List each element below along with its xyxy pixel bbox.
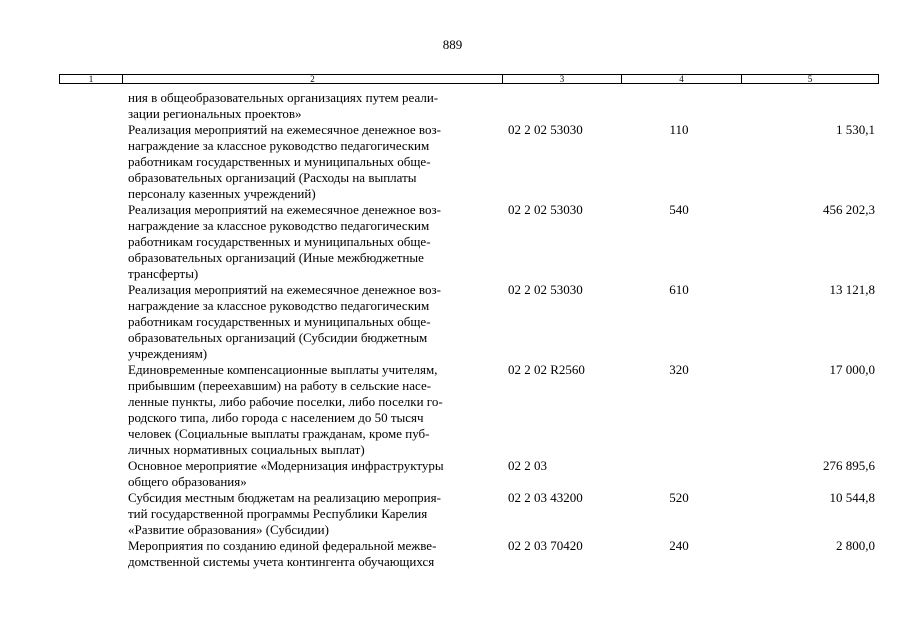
- row-code: 02 2 02 53030: [508, 202, 583, 217]
- description-line: Субсидия местным бюджетам на реализацию мероприя-: [128, 490, 441, 505]
- row-description: [128, 362, 500, 458]
- row-amount: 276 895,6: [823, 458, 875, 473]
- description-line: «Развитие образования» (Субсидии): [128, 522, 329, 537]
- row-code: 02 2 03 70420: [508, 538, 583, 553]
- row-type: 240: [669, 538, 689, 553]
- header-col-5: 5: [807, 74, 813, 84]
- description-line: родского типа, либо города с населением до 50 тысяч: [128, 410, 424, 425]
- row-amount: 2 800,0: [836, 538, 875, 553]
- description-line: зации региональных проектов»: [128, 106, 302, 121]
- description-line: Реализация мероприятий на ежемесячное денежное воз-: [128, 122, 441, 137]
- row-description: [128, 202, 500, 282]
- description-line: общего образования»: [128, 474, 247, 489]
- description-line: трансферты): [128, 266, 199, 281]
- row-amount: 1 530,1: [836, 122, 875, 137]
- row-description: [128, 122, 500, 202]
- header-col-2: 2: [123, 75, 503, 83]
- description-line: образовательных организаций (Иные межбюджетные: [128, 250, 424, 265]
- header-col-1: 1: [60, 75, 123, 83]
- row-description: [128, 538, 500, 570]
- description-line: домственной системы учета контингента обучающихся: [128, 554, 435, 569]
- description-line: Реализация мероприятий на ежемесячное денежное воз-: [128, 282, 441, 297]
- description-line: Единовременные компенсационные выплаты учителям,: [128, 362, 438, 377]
- description-line: личных нормативных социальных выплат): [128, 442, 365, 457]
- description-line: работникам государственных и муниципальных обще-: [128, 234, 431, 249]
- row-type: 540: [669, 202, 689, 217]
- table-row: [0, 490, 905, 538]
- row-type: 110: [669, 122, 689, 137]
- row-code: 02 2 02 R2560: [508, 362, 585, 377]
- description-line: награждение за классное руководство педагогическим: [128, 298, 430, 313]
- description-line: работникам государственных и муниципальных обще-: [128, 154, 431, 169]
- table-body: [0, 90, 905, 570]
- description-line: Основное мероприятие «Модернизация инфраструктуры: [128, 458, 444, 473]
- header-col-4: 4: [622, 75, 742, 83]
- table-header: [59, 74, 879, 84]
- description-line: ния в общеобразовательных организациях путем реали-: [128, 90, 439, 105]
- description-line: образовательных организаций (Субсидии бюджетным: [128, 330, 428, 345]
- row-code: 02 2 03 43200: [508, 490, 583, 505]
- row-amount: 10 544,8: [829, 490, 875, 505]
- table-row: [0, 538, 905, 570]
- row-code: 02 2 02 53030: [508, 282, 583, 297]
- table-row: [0, 362, 905, 458]
- row-description: [128, 90, 500, 122]
- table-row: [0, 458, 905, 490]
- table-row: [0, 122, 905, 202]
- row-description: [128, 282, 500, 362]
- description-line: персоналу казенных учреждений): [128, 186, 316, 201]
- description-line: тий государственной программы Республики Карелия: [128, 506, 428, 521]
- table-row: [0, 282, 905, 362]
- row-amount: 456 202,3: [823, 202, 875, 217]
- description-line: прибывшим (переехавшим) на работу в сельские насе-: [128, 378, 432, 393]
- header-col-3: 3: [503, 75, 622, 83]
- row-type: 610: [669, 282, 689, 297]
- row-description: [128, 490, 500, 538]
- description-line: награждение за классное руководство педагогическим: [128, 138, 430, 153]
- row-description: [128, 458, 500, 490]
- description-line: работникам государственных и муниципальных обще-: [128, 314, 431, 329]
- description-line: Реализация мероприятий на ежемесячное денежное воз-: [128, 202, 441, 217]
- description-line: человек (Социальные выплаты гражданам, кроме пуб-: [128, 426, 430, 441]
- row-code: 02 2 02 53030: [508, 122, 583, 137]
- description-line: учреждениям): [128, 346, 208, 361]
- row-amount: 17 000,0: [829, 362, 875, 377]
- table-row: [0, 202, 905, 282]
- table-row: [0, 90, 905, 122]
- description-line: ленные пункты, либо рабочие поселки, либо поселки го-: [128, 394, 443, 409]
- description-line: образовательных организаций (Расходы на выплаты: [128, 170, 417, 185]
- description-line: Мероприятия по созданию единой федеральной межве-: [128, 538, 437, 553]
- row-type: 520: [669, 490, 689, 505]
- description-line: награждение за классное руководство педагогическим: [128, 218, 430, 233]
- row-type: 320: [669, 362, 689, 377]
- page-number: 889: [442, 37, 463, 52]
- row-code: 02 2 03: [508, 458, 547, 473]
- row-amount: 13 121,8: [829, 282, 875, 297]
